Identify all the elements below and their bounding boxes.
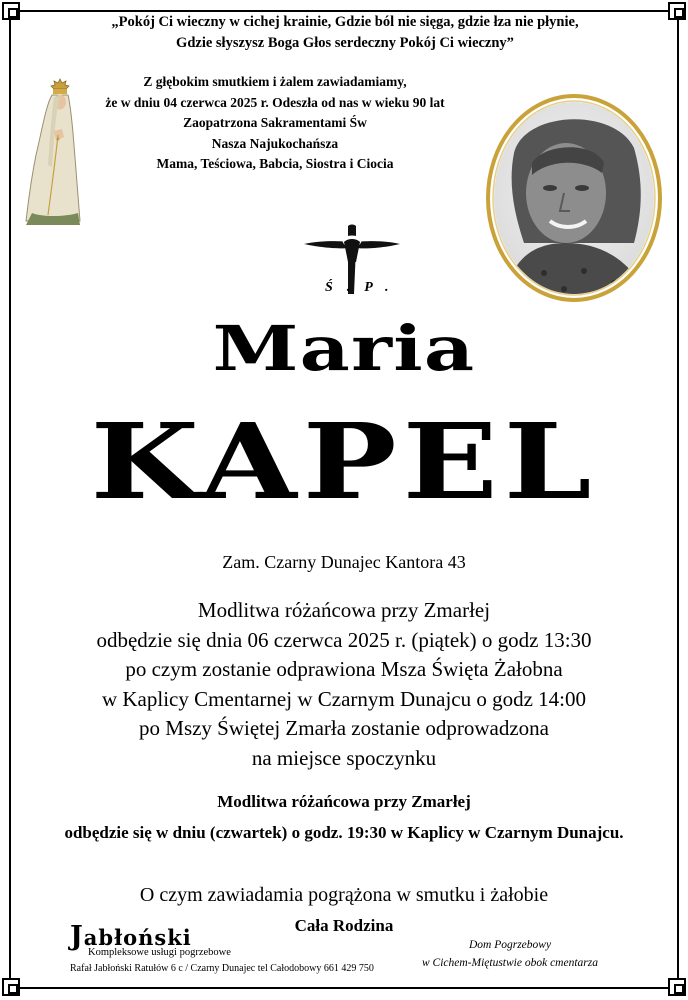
ceremony-line-5: po Mszy Świętej Zmarła zostanie odprowadzona [139,716,549,741]
deceased-last-name: KAPEL [90,400,598,523]
ceremony-line-1: Modlitwa różańcowa przy Zmarłej [197,598,491,622]
ceremony-details [30,596,658,774]
funeral-home-info [420,936,600,972]
frame-bottom-line [14,987,674,989]
frame-corner-top-left [2,2,20,20]
notice-line-4: Nasza Najukochańsza [211,135,339,151]
frame-corner-top-right [668,2,686,20]
company-address: Rafał Jabłoński Ratułów 6 c / Czarny Dunajec tel Całodobowy 661 429 750 [70,963,374,974]
ceremony-line-6: na miejsce spoczynku [251,745,437,770]
funeral-home-line-1: Dom Pogrzebowy [468,939,552,951]
frame-corner-bottom-right [668,978,686,996]
notice-line-2: że w dniu 04 czerwca 2025 r. Odeszła od nas w wieku 90 lat [105,94,445,110]
company-logo-name: Jabłoński [70,921,192,952]
poem-line-2: Gdzie słyszysz Boga Głos serdeczny Pokój Ci wieczny” [176,35,514,51]
closing-announcement: O czym zawiadamia pogrążona w smutku i żałobie [139,884,549,906]
death-notice [100,72,450,175]
portrait-photo [484,93,664,303]
family-signature: Cała Rodzina [294,916,394,935]
notice-line-5: Mama, Teściowa, Babcia, Siostra i Ciocia [156,156,394,171]
ceremony-line-4: w Kaplicy Cmentarnej w Czarnym Dunajcu o godz 14:00 [101,686,587,711]
rosary-line-2: odbędzie się w dniu (czwartek) o godz. 19:30 w Kaplicy w Czarnym Dunajcu. [64,823,624,842]
poem-line-1: „Pokój Ci wieczny w cichej krainie, Gdzie ból nie sięga, gdzie łza nie płynie, [111,14,579,30]
frame-corner-bottom-left [2,978,20,996]
madonna-figure-image [22,75,84,227]
poem-quote [40,12,650,54]
company-subtitle: Kompleksowe usługi pogrzebowe [88,947,231,958]
ceremony-line-2: odbędzie się dnia 06 czerwca 2025 r. (piątek) o godz 13:30 [96,627,592,652]
funeral-home-line-2: w Cichem-Miętustwie obok cmentarza [422,957,598,969]
residence-address: Zam. Czarny Dunajec Kantora 43 [222,552,466,572]
notice-line-1: Z głębokim smutkiem i żalem zawiadamiamy, [143,74,407,89]
rosary-line-1: Modlitwa różańcowa przy Zmarłej [217,792,471,811]
notice-line-3: Zaopatrzona Sakramentami Św [183,115,367,130]
ceremony-line-3: po czym zostanie odprawiona Msza Święta Żałobna [125,657,563,682]
sp-abbreviation: Ś.P. [325,280,403,295]
deceased-first-name: Maria [212,312,476,385]
rosary-notice [30,786,658,848]
